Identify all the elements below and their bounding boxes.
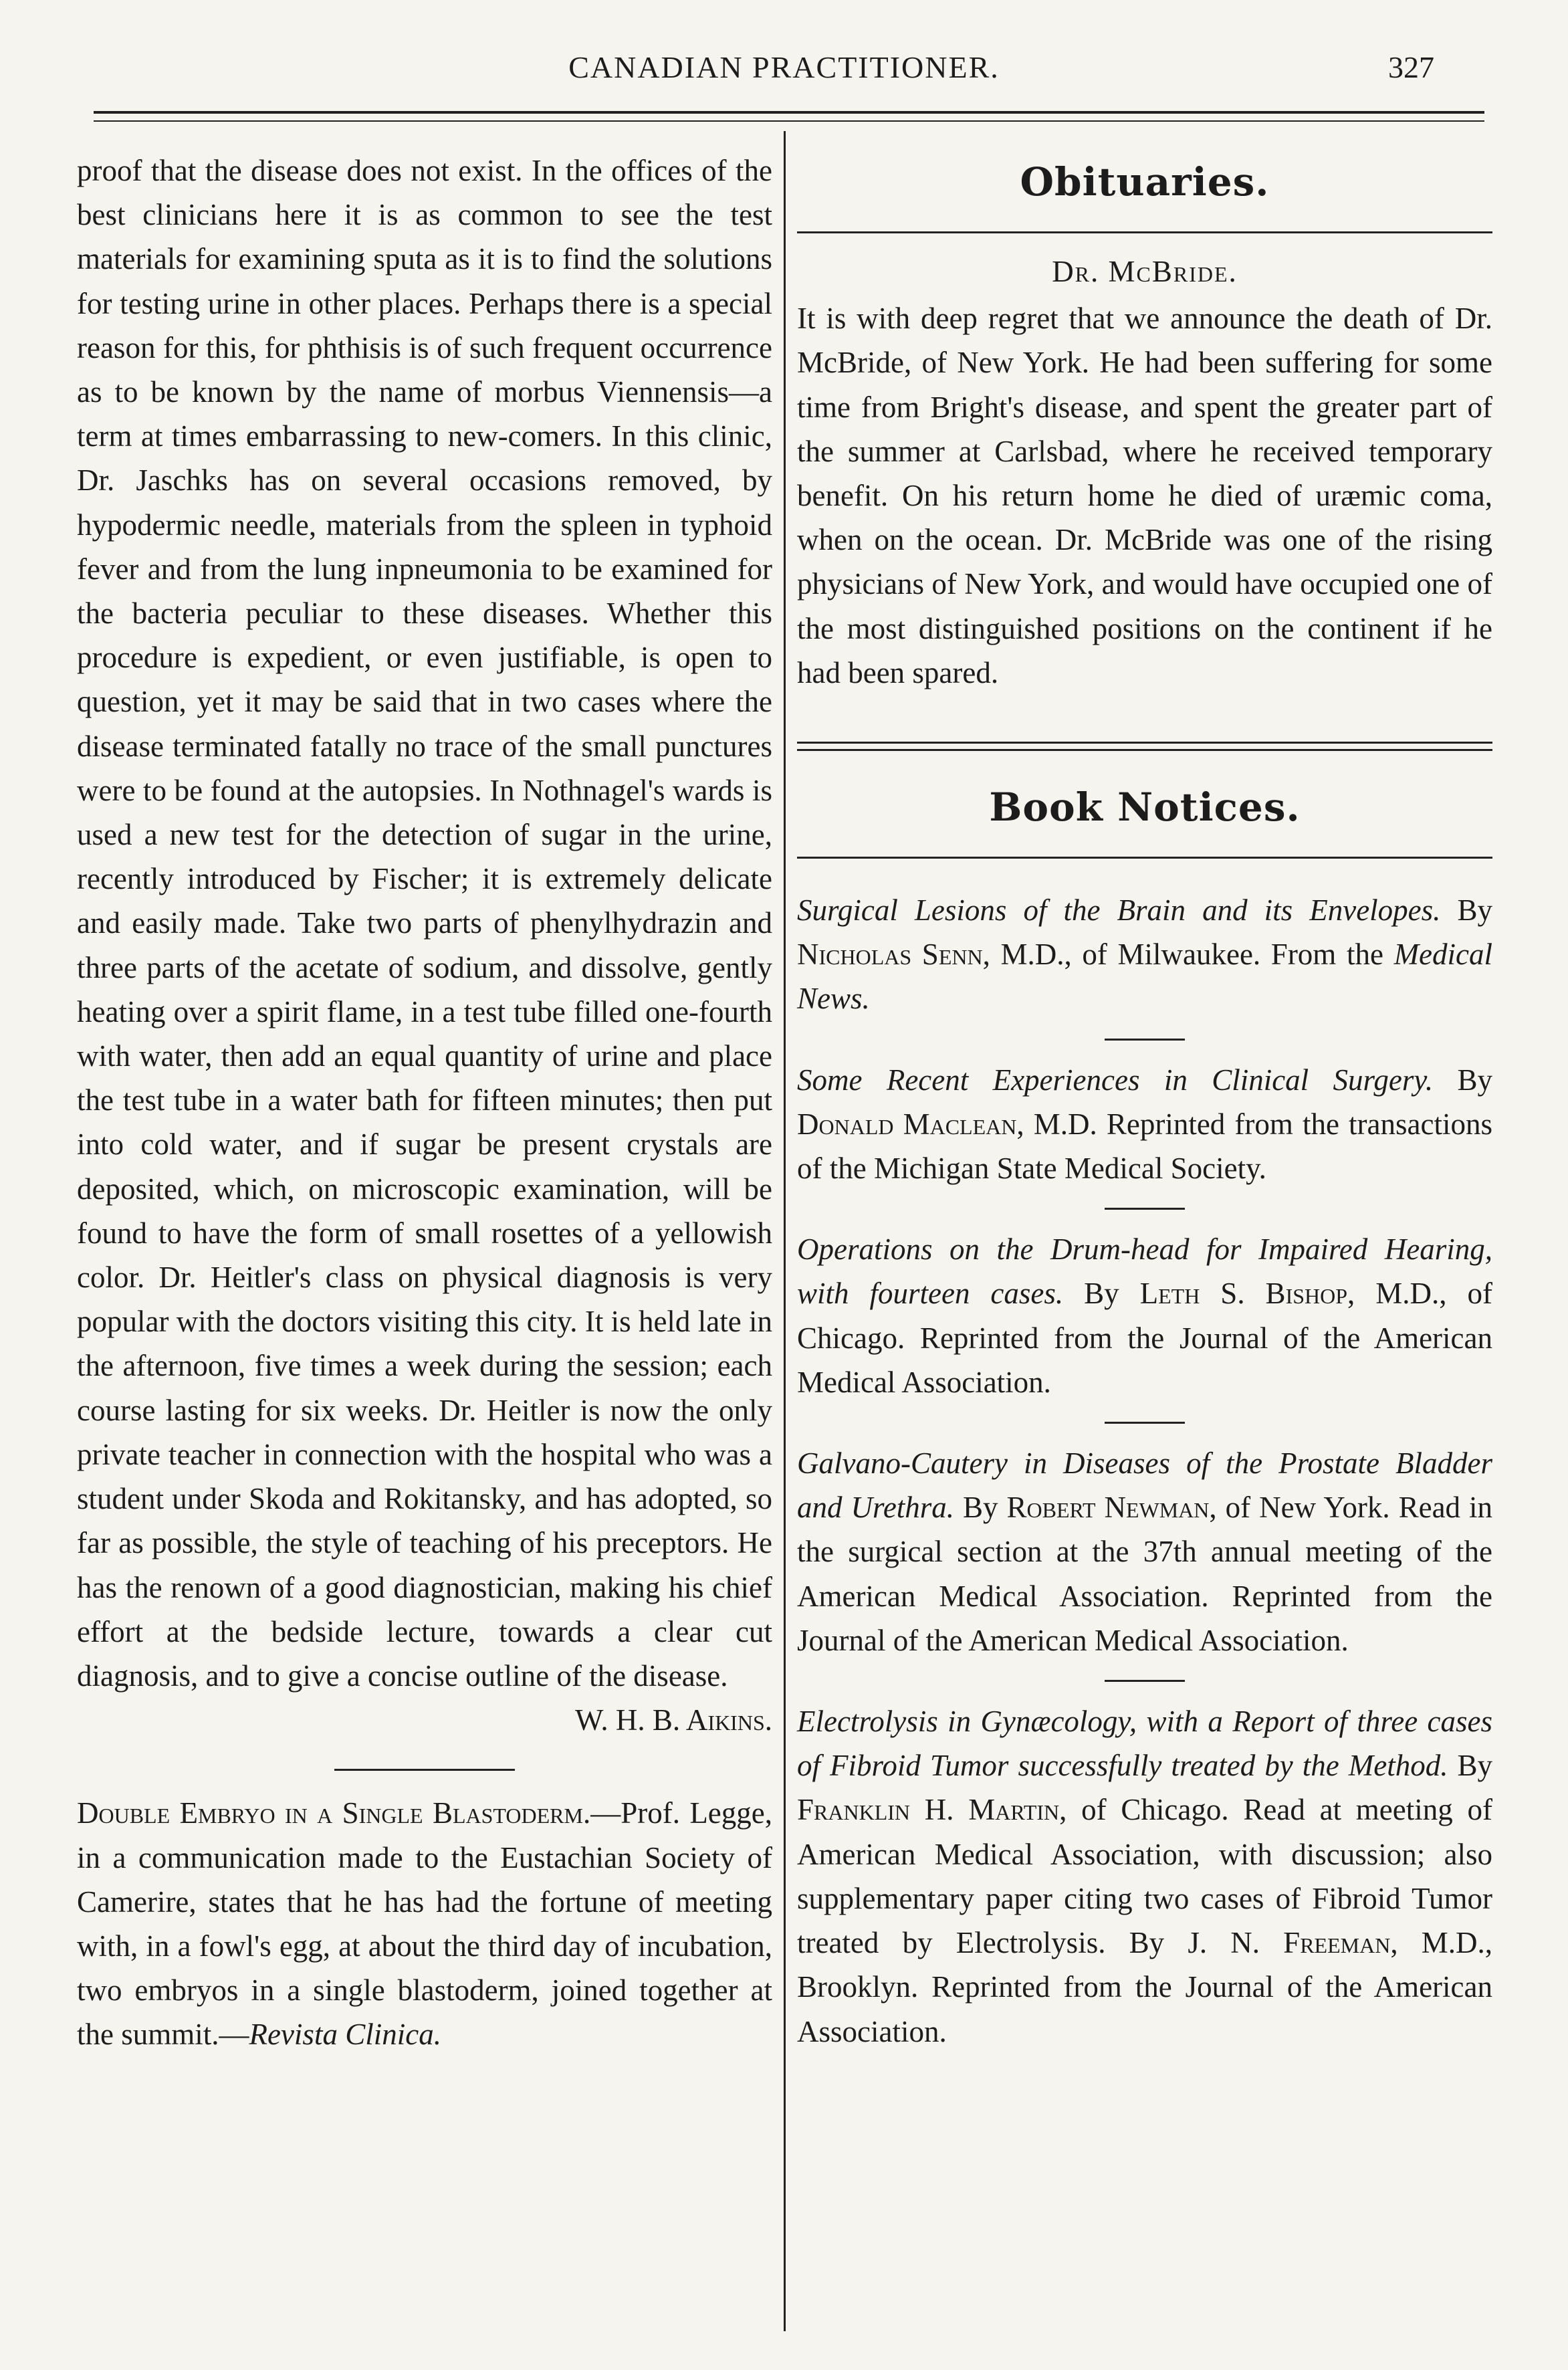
header-rule-thin <box>94 120 1484 122</box>
book-notice-details: , M.D., Brooklyn. Reprinted from the Journal of the American Association. <box>797 1926 1492 2048</box>
obituaries-heading: Obituaries. <box>1020 159 1270 205</box>
book-notice <box>797 888 1492 1021</box>
news-item-source: Revista Clinica. <box>249 2018 441 2052</box>
header-rule <box>94 111 1484 114</box>
news-item-body: —Prof. Legge, in a communication made to the Eustachian Society of Camerire, states that he has had the fortune of meeting with, in a fowl's egg, at about the third day of incubation, two embryos in a single blastoderm, joined together at the summit.— <box>77 1796 773 2052</box>
book-notice-details: , of Chicago. Read at meeting of American Medical Association, with discussion; also supplementary paper citing two cases of Fibroid Tumor treated by Electrolysis. By <box>797 1793 1492 1960</box>
book-notice-title: Electrolysis in Gynæcology, with a Report of three cases of Fibroid Tumor successfully treated by the Method. <box>797 1705 1492 1783</box>
author-signature <box>77 1698 772 1742</box>
book-notice-details: , M.D., of Milwaukee. From the <box>982 938 1394 972</box>
section-double-rule <box>797 742 1492 751</box>
book-notice-author: Franklin H. Martin <box>797 1793 1060 1827</box>
notice-divider <box>1105 1680 1185 1682</box>
obituary-text: It is with deep regret that we announce the death of Dr. McBride, of New York. He had been suffering for some time from Bright's disease, and spent the greater part of the summer at Carlsbad, where he received temporary benefit. On his return home he died of uræmic coma, when on the ocean. Dr. McBride was one of the rising physicians of New York, and would have occupied one of the most distinguished positions on the continent if he had been spared. <box>797 302 1492 689</box>
news-item-title: Double Embryo in a Single Blastoderm. <box>77 1796 591 1830</box>
book-notice-details: , of New York. Read in the surgical section at the 37th annual meeting of the American Medical Association. Reprinted from the Journal of the American Medical Association. <box>797 1491 1493 1657</box>
journal-title: CANADIAN PRACTITIONER. <box>568 50 1000 84</box>
book-notice-author: Leth S. Bishop <box>1139 1277 1348 1311</box>
book-notice-author: Donald Maclean <box>797 1107 1017 1141</box>
book-notice-title: Galvano-Cautery in Diseases of the Prostate Bladder and Urethra. <box>797 1446 1492 1525</box>
book-notice <box>797 1699 1492 2054</box>
book-notice-by: By <box>1063 1277 1140 1311</box>
obituary-name: Dr. McBride. <box>1052 255 1238 288</box>
book-notice-title: Operations on the Drum-head for Impaired Hearing, with fourteen cases. <box>797 1232 1492 1311</box>
section-divider <box>334 1769 515 1771</box>
book-notice-source: Medical News. <box>797 938 1492 1016</box>
obituaries-rule <box>797 231 1492 233</box>
running-header <box>0 43 1568 96</box>
book-notice-author: Nicholas Senn <box>797 938 983 972</box>
book-notice-by: By <box>954 1491 1007 1525</box>
book-notice-title: Surgical Lesions of the Brain and its Envelopes. <box>797 893 1441 928</box>
book-notices-heading: Book Notices. <box>989 784 1301 831</box>
column-divider <box>784 131 786 2331</box>
signature-text: W. H. B. Aikins. <box>575 1703 772 1737</box>
right-column <box>797 148 1492 2054</box>
book-notice-title: Some Recent Experiences in Clinical Surgery. <box>797 1063 1434 1097</box>
book-notice-details: , M.D. Reprinted from the transactions of the Michigan State Medical Society. <box>797 1107 1492 1186</box>
book-notice-by: By <box>1448 1749 1493 1783</box>
notice-divider <box>1105 1422 1185 1424</box>
left-column <box>77 148 772 2057</box>
book-notice-author: Robert Newman <box>1006 1491 1210 1525</box>
article-paragraph: proof that the disease does not exist. In the offices of the best clinicians here it is as common to see the test materials for examining sputa as it is to find the solutions for testing urine in other places. Perhaps there is a special reason for this, for phthisis is of such frequent occurrence as to be known by the name of morbus Viennensis—a term at times embarrassing to new-comers. In this clinic, Dr. Jaschks has on several occasions removed, by hypodermic needle, materials from the spleen in typhoid fever and from the lung inpneumonia to be examined for the bacteria peculiar to these diseases. Whether this procedure is expedient, or even justifiable, is open to question, yet it may be said that in two cases where the disease terminated fatally no trace of the small punctures were to be found at the autopsies. In Nothnagel's wards is used a new test for the detection of sugar in the urine, recently introduced by Fischer; it is extremely delicate and easily made. Take two parts of phenylhydrazin and three parts of the acetate of sodium, and dissolve, gently heating over a spirit flame, in a test tube filled one-fourth with water, then add an equal quantity of urine and place the test tube in a water bath for fifteen minutes; then put into cold water, and if sugar be present crystals are deposited, which, on microscopic examination, will be found to have the form of small rosettes of a yellowish color. Dr. Heitler's class on physical diagnosis is very popular with the doctors visiting this city. It is held late in the afternoon, five times a week during the session; each course lasting for six weeks. Dr. Heitler is now the only private teacher in connection with the hospital who was a student under Skoda and Rokitansky, and has adopted, so far as possible, the style of teaching of his preceptors. He has the renown of a good diagnostician, making his chief effort at the bedside lecture, towards a clear cut diagnosis, and to give a concise outline of the disease. <box>77 154 772 1693</box>
book-notice-details: , M.D., of Chicago. Reprinted from the Journal of the American Medical Association. <box>797 1277 1492 1399</box>
book-notice-by: By <box>1440 893 1492 928</box>
book-notice-author: J. N. Freeman <box>1188 1926 1391 1960</box>
news-item <box>77 1791 772 2056</box>
book-notice <box>797 1441 1492 1662</box>
page-number: 327 <box>1388 50 1434 84</box>
book-notice <box>797 1227 1492 1404</box>
book-notices-rule <box>797 857 1492 859</box>
book-notice-by: By <box>1433 1063 1492 1097</box>
notice-divider <box>1105 1208 1185 1210</box>
notice-divider <box>1105 1039 1185 1041</box>
book-notice <box>797 1058 1492 1191</box>
